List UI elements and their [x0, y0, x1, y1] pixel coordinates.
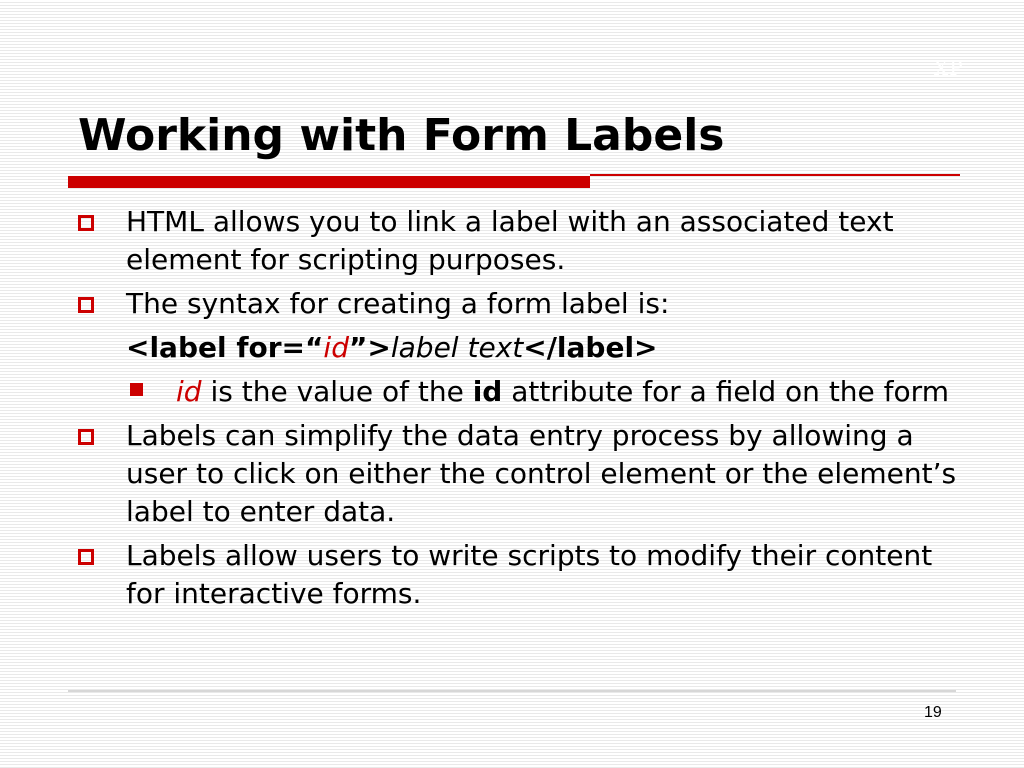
sub-bullet-item: [78, 373, 958, 411]
page-number: 19: [924, 704, 942, 721]
footer-divider: [68, 690, 956, 692]
filled-square-bullet-icon: [130, 383, 143, 396]
bullet-text: HTML allows you to link a label with an associated text element for scripting purposes.: [126, 205, 894, 276]
bullet-item: [78, 537, 958, 613]
corner-logo-mark: XP: [934, 56, 964, 80]
sub-bullet-bold-term: id: [472, 375, 503, 408]
hollow-square-bullet-icon: [78, 429, 94, 445]
bullet-text: The syntax for creating a form label is:: [126, 287, 670, 320]
bullet-text: Labels can simplify the data entry process by allowing a user to click on either the control element or the element’s label to enter data.: [126, 419, 957, 528]
hollow-square-bullet-icon: [78, 549, 94, 565]
sub-bullet-id-term: id: [176, 375, 202, 408]
bullet-item: [78, 285, 958, 323]
syntax-example: [78, 329, 958, 367]
bullet-item: [78, 203, 958, 279]
slide-content: [78, 203, 958, 619]
title-underline-thick: [68, 176, 590, 188]
syntax-id-placeholder: id: [323, 331, 349, 364]
syntax-open-tag-start: <label for=“: [126, 331, 324, 364]
bullet-item: [78, 417, 958, 531]
slide-title: Working with Form Labels: [78, 110, 725, 161]
syntax-open-tag-end: ”>: [348, 331, 391, 364]
hollow-square-bullet-icon: [78, 297, 94, 313]
title-underline-thin: [590, 174, 960, 176]
sub-bullet-text-before: is the value of the: [201, 375, 473, 408]
syntax-close-tag: </label>: [523, 331, 658, 364]
sub-bullet-text-after: attribute for a field on the form: [502, 375, 949, 408]
syntax-label-text: label text: [390, 331, 524, 364]
bullet-text: Labels allow users to write scripts to modify their content for interactive forms.: [126, 539, 933, 610]
hollow-square-bullet-icon: [78, 215, 94, 231]
